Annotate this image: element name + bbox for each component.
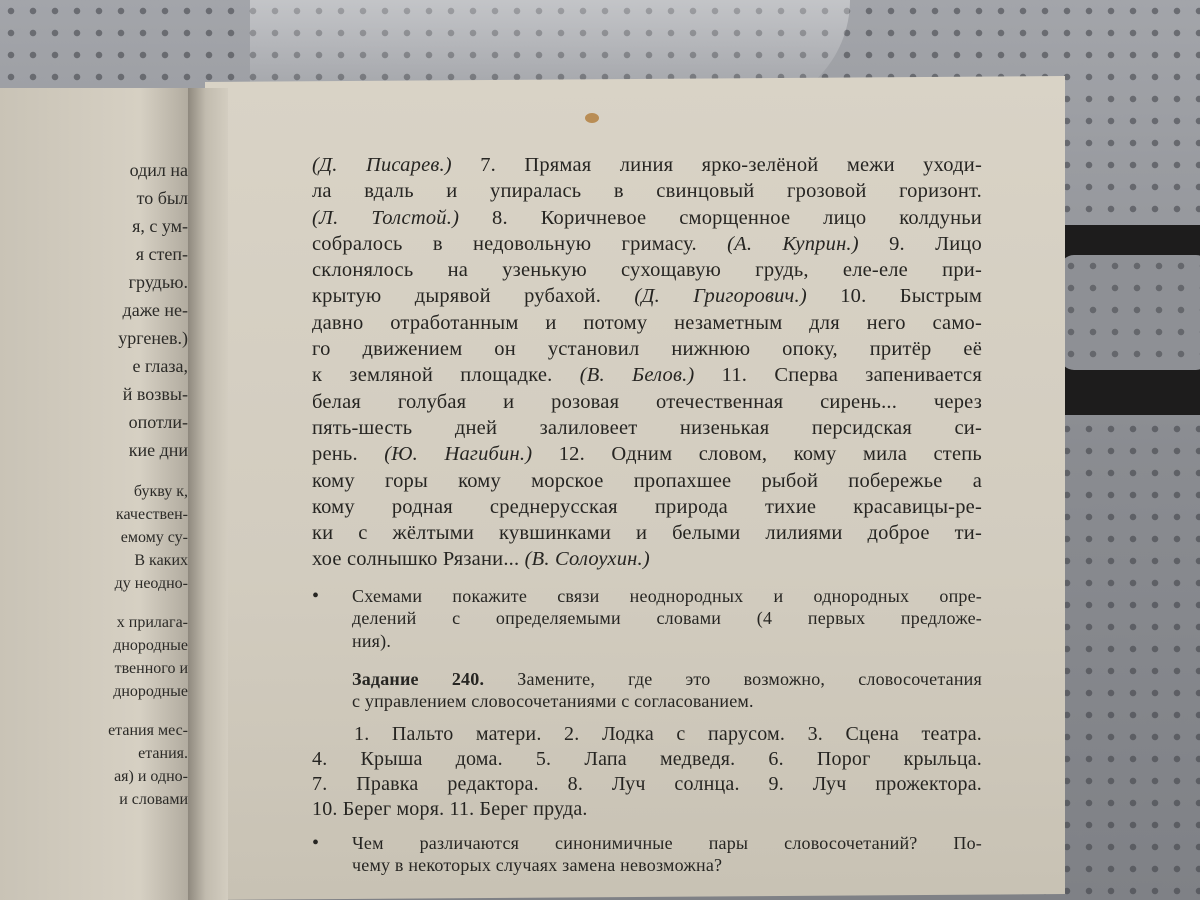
- author-citation: (Д. Григорович.): [634, 285, 807, 308]
- left-page-line: даже не-: [122, 300, 188, 320]
- left-page-line: етания.: [138, 745, 188, 762]
- left-page-line: ду неодно-: [114, 575, 188, 592]
- bullet-instruction-1: [312, 585, 982, 653]
- sentence-text: белая голубая и розовая отечественная сирень... через: [312, 390, 982, 413]
- bullet-line: Схемами покажите связи неоднородных и однородных опре-: [352, 585, 982, 606]
- paragraph-line: [312, 178, 982, 204]
- paragraph-line: [312, 441, 982, 467]
- left-page-line: букву к,: [133, 483, 188, 500]
- author-citation: (В. Белов.): [579, 364, 695, 387]
- bullet-line: ния).: [352, 630, 392, 651]
- sentence-text: давно отработанным и потому незаметным для него само-: [312, 311, 982, 334]
- left-page-gap: [0, 464, 188, 480]
- paragraph-line: [312, 257, 982, 283]
- paragraph-line: [312, 520, 982, 546]
- left-page-line: В каких: [134, 552, 188, 569]
- paragraph-line: [312, 546, 982, 572]
- paragraph-line: [312, 205, 982, 231]
- sentence-text: 11. Сперва запенивается: [694, 364, 982, 387]
- sentence-text: ки с жёлтыми кувшинками и белыми лилиями доброе ти-: [312, 522, 982, 545]
- paragraph-line: [312, 310, 982, 336]
- task-text: Замените, где это возможно, словосочетания: [484, 669, 982, 690]
- phrase-list-line: 10. Берег моря. 11. Берег пруда.: [312, 798, 588, 821]
- left-page-gap: [0, 703, 188, 719]
- left-page-line: одил на: [129, 160, 188, 180]
- task-line: [352, 668, 982, 690]
- left-page-text: [0, 156, 188, 811]
- author-citation: (Д. Писарев.): [312, 154, 452, 176]
- bullet-marker: •: [312, 832, 320, 855]
- bullet-instruction-2: [312, 832, 982, 876]
- left-page-line: ургенев.): [118, 328, 188, 348]
- left-page-line: емому су-: [120, 529, 188, 546]
- sentence-text: к земляной площадке.: [312, 364, 580, 387]
- sentence-text: собралось в недовольную гримасу.: [312, 232, 728, 255]
- bullet-line: Чем различаются синонимичные пары словосочетаний? По-: [352, 833, 982, 854]
- bullet-line: делений с определяемыми словами (4 первых предложе-: [352, 608, 982, 629]
- phrase-list-line: 1. Пальто матери. 2. Лодка с парусом. 3. Сцена театра.: [354, 723, 982, 746]
- sentence-text: пять-шесть дней залиловеет низенькая персидская си-: [312, 416, 982, 439]
- sentence-text: ла вдаль и упиралась в свинцовый грозовой горизонт.: [312, 180, 982, 203]
- left-page-line: кие дни: [128, 440, 188, 460]
- author-citation: (Л. Толстой.): [312, 206, 460, 229]
- sentence-text: хое солнышко Рязани...: [312, 548, 525, 571]
- left-page-line: етания мес-: [108, 722, 188, 739]
- author-citation: (А. Куприн.): [727, 232, 859, 255]
- paragraph-line: [312, 283, 982, 309]
- left-page-line: х прилага-: [116, 614, 188, 631]
- paragraph-line: [312, 231, 982, 257]
- paragraph-line: [312, 362, 982, 388]
- left-page-line: я степ-: [135, 244, 188, 264]
- paragraph-line: [312, 415, 982, 441]
- page-stain: [585, 113, 599, 123]
- author-citation: (Ю. Нагибин.): [384, 443, 533, 466]
- task-line: с управлением словосочетаниями с согласованием.: [352, 691, 754, 712]
- task-240: [312, 668, 982, 712]
- sentence-text: кому горы кому морское пропахшее рыбой побережье а: [312, 469, 982, 492]
- left-page-line: опотли-: [128, 412, 188, 432]
- left-page-line: то был: [136, 188, 188, 208]
- left-page-line: и словами: [119, 791, 188, 808]
- sentence-text: кому родная среднерусская природа тихие красавицы-ре-: [312, 495, 982, 518]
- binder-clip-opening: [1060, 255, 1200, 370]
- sentence-text: 10. Быстрым: [806, 285, 983, 308]
- left-page-line: днородные: [113, 683, 188, 700]
- bullet-line: чему в некоторых случаях замена невозможна?: [352, 855, 723, 876]
- left-page-line: й возвы-: [122, 384, 188, 404]
- book-gutter: [188, 88, 228, 900]
- left-page-line: качествен-: [115, 506, 188, 523]
- phrase-list-line: 7. Правка редактора. 8. Луч солнца. 9. Луч прожектора.: [312, 773, 982, 796]
- sentence-text: 7. Прямая линия ярко-зелёной межи уходи-: [451, 154, 982, 176]
- left-page-line: твенного и: [114, 660, 188, 677]
- paragraph-line: [312, 389, 982, 415]
- exercise-paragraph: [312, 152, 982, 573]
- left-page-line: ая) и одно-: [114, 768, 188, 785]
- task-title: Задание 240.: [352, 669, 485, 690]
- paragraph-line: [312, 152, 982, 178]
- left-page-gap: [0, 595, 188, 611]
- paragraph-line: [312, 336, 982, 362]
- right-page-text: [312, 152, 982, 876]
- sentence-text: го движением он установил нижнюю опоку, притёр её: [312, 338, 982, 361]
- left-page-line: днородные: [113, 637, 188, 654]
- paragraph-line: [312, 468, 982, 494]
- phrase-list-line: 4. Крыша дома. 5. Лапа медведя. 6. Порог крыльца.: [312, 748, 982, 771]
- bullet-marker: •: [312, 584, 320, 607]
- left-page-line: грудью.: [128, 272, 188, 292]
- sentence-text: склонялось на узенькую сухощавую грудь, еле-еле при-: [312, 259, 982, 282]
- sentence-text: 8. Коричневое сморщенное лицо колдуньи: [459, 206, 982, 229]
- phrase-list: [312, 722, 982, 822]
- left-page-line: я, с ум-: [132, 216, 188, 236]
- sentence-text: 9. Лицо: [858, 232, 983, 255]
- left-page-line: е глаза,: [132, 356, 188, 376]
- paragraph-line: [312, 494, 982, 520]
- sentence-text: рень.: [312, 443, 385, 466]
- sentence-text: крытую дырявой рубахой.: [312, 285, 635, 308]
- author-citation: (В. Солоухин.): [524, 548, 650, 571]
- sentence-text: 12. Одним словом, кому мила степь: [532, 443, 982, 466]
